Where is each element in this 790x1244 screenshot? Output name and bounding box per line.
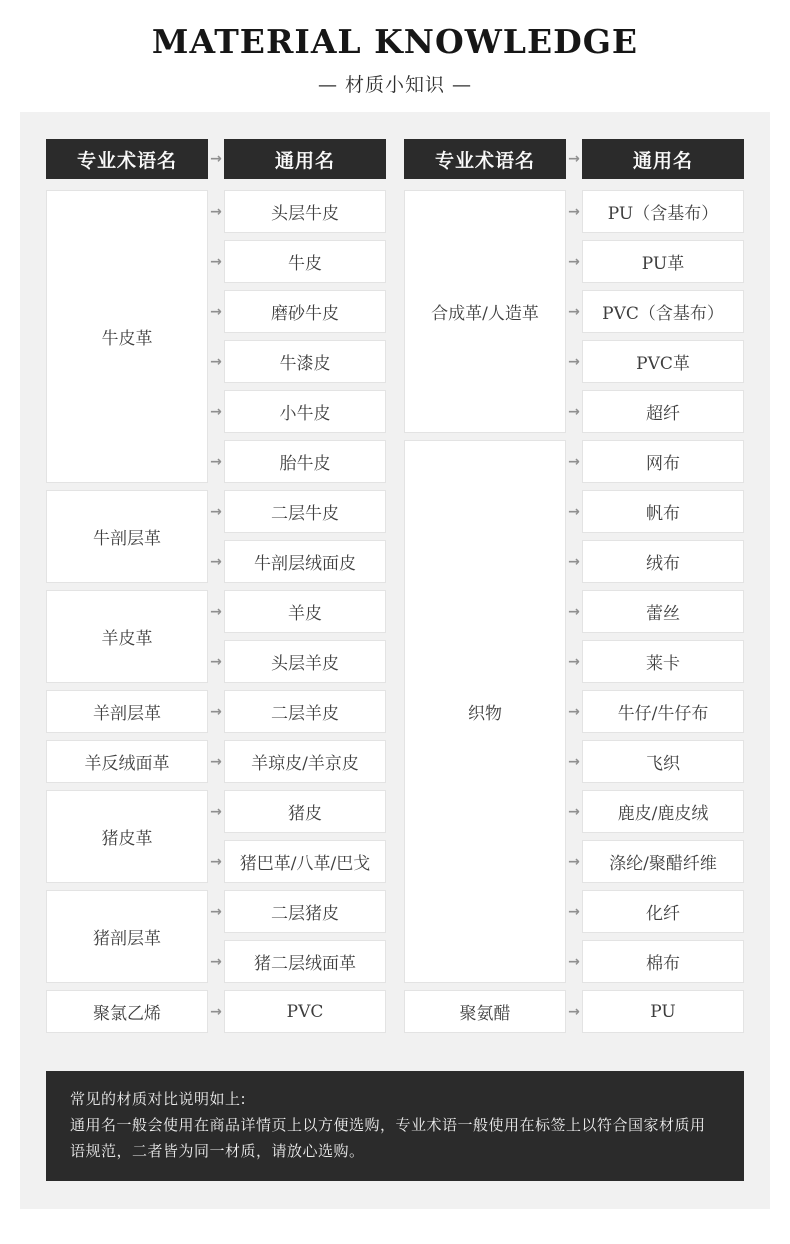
common-name-box: 二层牛皮 bbox=[224, 490, 386, 533]
table-columns bbox=[46, 139, 744, 1033]
arrow-icon: → bbox=[210, 553, 222, 570]
material-group bbox=[46, 490, 386, 583]
material-group bbox=[46, 890, 386, 983]
arrow-icon: → bbox=[568, 653, 580, 670]
page-header bbox=[0, 0, 790, 97]
mapping-row bbox=[208, 940, 386, 983]
common-name-rows bbox=[208, 740, 386, 783]
mapping-row bbox=[566, 440, 744, 483]
common-name-box: 莱卡 bbox=[582, 640, 744, 683]
common-name-box: 绒布 bbox=[582, 540, 744, 583]
mapping-row bbox=[566, 290, 744, 333]
arrow-icon: → bbox=[568, 553, 580, 570]
common-name-rows bbox=[208, 590, 386, 683]
common-name-box: PVC革 bbox=[582, 340, 744, 383]
mapping-row bbox=[208, 640, 386, 683]
mapping-row bbox=[566, 590, 744, 633]
common-name-box: 牛剖层绒面皮 bbox=[224, 540, 386, 583]
common-name-box: 超纤 bbox=[582, 390, 744, 433]
common-name-rows bbox=[208, 690, 386, 733]
arrow-icon: → bbox=[210, 703, 222, 720]
arrow-icon: → bbox=[210, 353, 222, 370]
common-name-box: 胎牛皮 bbox=[224, 440, 386, 483]
page-title: MATERIAL KNOWLEDGE bbox=[151, 22, 639, 61]
common-name-box: 棉布 bbox=[582, 940, 744, 983]
term-name-box: 牛皮革 bbox=[46, 190, 208, 483]
material-group bbox=[404, 190, 744, 433]
mapping-row bbox=[566, 940, 744, 983]
common-name-box: 化纤 bbox=[582, 890, 744, 933]
arrow-icon: → bbox=[210, 151, 222, 167]
mapping-row bbox=[208, 240, 386, 283]
mapping-row bbox=[566, 340, 744, 383]
column-pair-right bbox=[404, 139, 744, 1033]
common-name-box: 蕾丝 bbox=[582, 590, 744, 633]
common-name-rows bbox=[208, 790, 386, 883]
arrow-icon: → bbox=[568, 703, 580, 720]
arrow-icon: → bbox=[210, 453, 222, 470]
common-name-box: 二层猪皮 bbox=[224, 890, 386, 933]
common-name-box: 小牛皮 bbox=[224, 390, 386, 433]
arrow-icon: → bbox=[568, 203, 580, 220]
common-name-box: 猪巴革/八革/巴戈 bbox=[224, 840, 386, 883]
term-name-box: 猪皮革 bbox=[46, 790, 208, 883]
term-name-box: 牛剖层革 bbox=[46, 490, 208, 583]
arrow-icon: → bbox=[568, 603, 580, 620]
arrow-icon: → bbox=[568, 803, 580, 820]
arrow-icon: → bbox=[568, 453, 580, 470]
mapping-row bbox=[566, 390, 744, 433]
column-header-row bbox=[46, 139, 386, 179]
term-name-box: 合成革/人造革 bbox=[404, 190, 566, 433]
material-table-panel bbox=[20, 112, 770, 1209]
arrow-icon: → bbox=[568, 1003, 580, 1020]
arrow-icon: → bbox=[568, 151, 580, 167]
mapping-row bbox=[566, 490, 744, 533]
mapping-row bbox=[566, 690, 744, 733]
mapping-row bbox=[566, 990, 744, 1033]
common-name-box: 羊皮 bbox=[224, 590, 386, 633]
common-name-rows bbox=[208, 990, 386, 1033]
common-name-box: 牛漆皮 bbox=[224, 340, 386, 383]
arrow-icon: → bbox=[568, 853, 580, 870]
mapping-row bbox=[208, 690, 386, 733]
arrow-icon: → bbox=[210, 503, 222, 520]
common-name-box: 头层牛皮 bbox=[224, 190, 386, 233]
arrow-icon: → bbox=[568, 353, 580, 370]
arrow-icon: → bbox=[568, 753, 580, 770]
term-name-box: 聚氨醋 bbox=[404, 990, 566, 1033]
group-list bbox=[404, 190, 744, 1033]
arrow-icon: → bbox=[210, 653, 222, 670]
common-name-box: 羊琼皮/羊京皮 bbox=[224, 740, 386, 783]
note-heading: 常见的材质对比说明如上: bbox=[70, 1090, 247, 1108]
term-header: 专业术语名 bbox=[404, 139, 566, 179]
note-box bbox=[46, 1071, 744, 1181]
material-group bbox=[46, 190, 386, 483]
common-name-rows bbox=[208, 190, 386, 483]
note-body: 通用名一般会使用在商品详情页上以方便选购，专业术语一般使用在标签上以符合国家材质用语规范，二者皆为同一材质，请放心选购。 bbox=[70, 1116, 706, 1160]
term-name-box: 羊剖层革 bbox=[46, 690, 208, 733]
mapping-row bbox=[208, 290, 386, 333]
arrow-icon: → bbox=[568, 403, 580, 420]
arrow-icon: → bbox=[210, 903, 222, 920]
mapping-row bbox=[208, 490, 386, 533]
mapping-row bbox=[208, 890, 386, 933]
material-group bbox=[46, 590, 386, 683]
common-name-box: 猪皮 bbox=[224, 790, 386, 833]
mapping-row bbox=[566, 240, 744, 283]
arrow-icon: → bbox=[210, 953, 222, 970]
common-name-rows bbox=[208, 490, 386, 583]
common-name-box: 磨砂牛皮 bbox=[224, 290, 386, 333]
arrow-icon: → bbox=[210, 853, 222, 870]
common-name-box: PU革 bbox=[582, 240, 744, 283]
mapping-row bbox=[208, 440, 386, 483]
common-name-box: PU bbox=[582, 990, 744, 1033]
column-header-row bbox=[404, 139, 744, 179]
common-header: 通用名 bbox=[582, 139, 744, 179]
term-name-box: 羊皮革 bbox=[46, 590, 208, 683]
material-group bbox=[404, 990, 744, 1033]
mapping-row bbox=[208, 840, 386, 883]
common-name-box: PVC bbox=[224, 990, 386, 1033]
common-name-box: 帆布 bbox=[582, 490, 744, 533]
arrow-icon: → bbox=[210, 403, 222, 420]
mapping-row bbox=[208, 740, 386, 783]
arrow-icon: → bbox=[210, 603, 222, 620]
common-name-rows bbox=[566, 990, 744, 1033]
arrow-icon: → bbox=[210, 203, 222, 220]
mapping-row bbox=[208, 390, 386, 433]
mapping-row bbox=[208, 590, 386, 633]
common-name-rows bbox=[566, 190, 744, 433]
term-name-box: 织物 bbox=[404, 440, 566, 983]
arrow-icon: → bbox=[210, 253, 222, 270]
mapping-row bbox=[208, 340, 386, 383]
material-group bbox=[404, 440, 744, 983]
material-group bbox=[46, 990, 386, 1033]
common-name-box: 猪二层绒面革 bbox=[224, 940, 386, 983]
mapping-row bbox=[208, 540, 386, 583]
term-name-box: 猪剖层革 bbox=[46, 890, 208, 983]
common-name-box: 头层羊皮 bbox=[224, 640, 386, 683]
mapping-row bbox=[208, 790, 386, 833]
mapping-row bbox=[566, 540, 744, 583]
common-header: 通用名 bbox=[224, 139, 386, 179]
arrow-icon: → bbox=[210, 1003, 222, 1020]
material-group bbox=[46, 690, 386, 733]
mapping-row bbox=[566, 740, 744, 783]
common-name-box: PVC（含基布） bbox=[582, 290, 744, 333]
arrow-icon: → bbox=[210, 803, 222, 820]
arrow-icon: → bbox=[568, 903, 580, 920]
mapping-row bbox=[566, 190, 744, 233]
mapping-row bbox=[566, 840, 744, 883]
term-name-box: 聚氯乙烯 bbox=[46, 990, 208, 1033]
arrow-icon: → bbox=[568, 303, 580, 320]
mapping-row bbox=[208, 190, 386, 233]
common-name-box: PU（含基布） bbox=[582, 190, 744, 233]
page-subtitle: — 材质小知识 — bbox=[317, 74, 473, 96]
common-name-box: 鹿皮/鹿皮绒 bbox=[582, 790, 744, 833]
common-name-box: 飞织 bbox=[582, 740, 744, 783]
arrow-icon: → bbox=[568, 953, 580, 970]
term-name-box: 羊反绒面革 bbox=[46, 740, 208, 783]
material-group bbox=[46, 790, 386, 883]
common-name-rows bbox=[208, 890, 386, 983]
arrow-icon: → bbox=[210, 753, 222, 770]
common-name-box: 牛皮 bbox=[224, 240, 386, 283]
arrow-icon: → bbox=[210, 303, 222, 320]
mapping-row bbox=[566, 790, 744, 833]
column-pair-left bbox=[46, 139, 386, 1033]
common-name-box: 牛仔/牛仔布 bbox=[582, 690, 744, 733]
mapping-row bbox=[566, 640, 744, 683]
common-name-box: 涤纶/聚醋纤维 bbox=[582, 840, 744, 883]
common-name-rows bbox=[566, 440, 744, 983]
arrow-icon: → bbox=[568, 253, 580, 270]
term-header: 专业术语名 bbox=[46, 139, 208, 179]
mapping-row bbox=[566, 890, 744, 933]
material-group bbox=[46, 740, 386, 783]
common-name-box: 网布 bbox=[582, 440, 744, 483]
common-name-box: 二层羊皮 bbox=[224, 690, 386, 733]
arrow-icon: → bbox=[568, 503, 580, 520]
mapping-row bbox=[208, 990, 386, 1033]
group-list bbox=[46, 190, 386, 1033]
